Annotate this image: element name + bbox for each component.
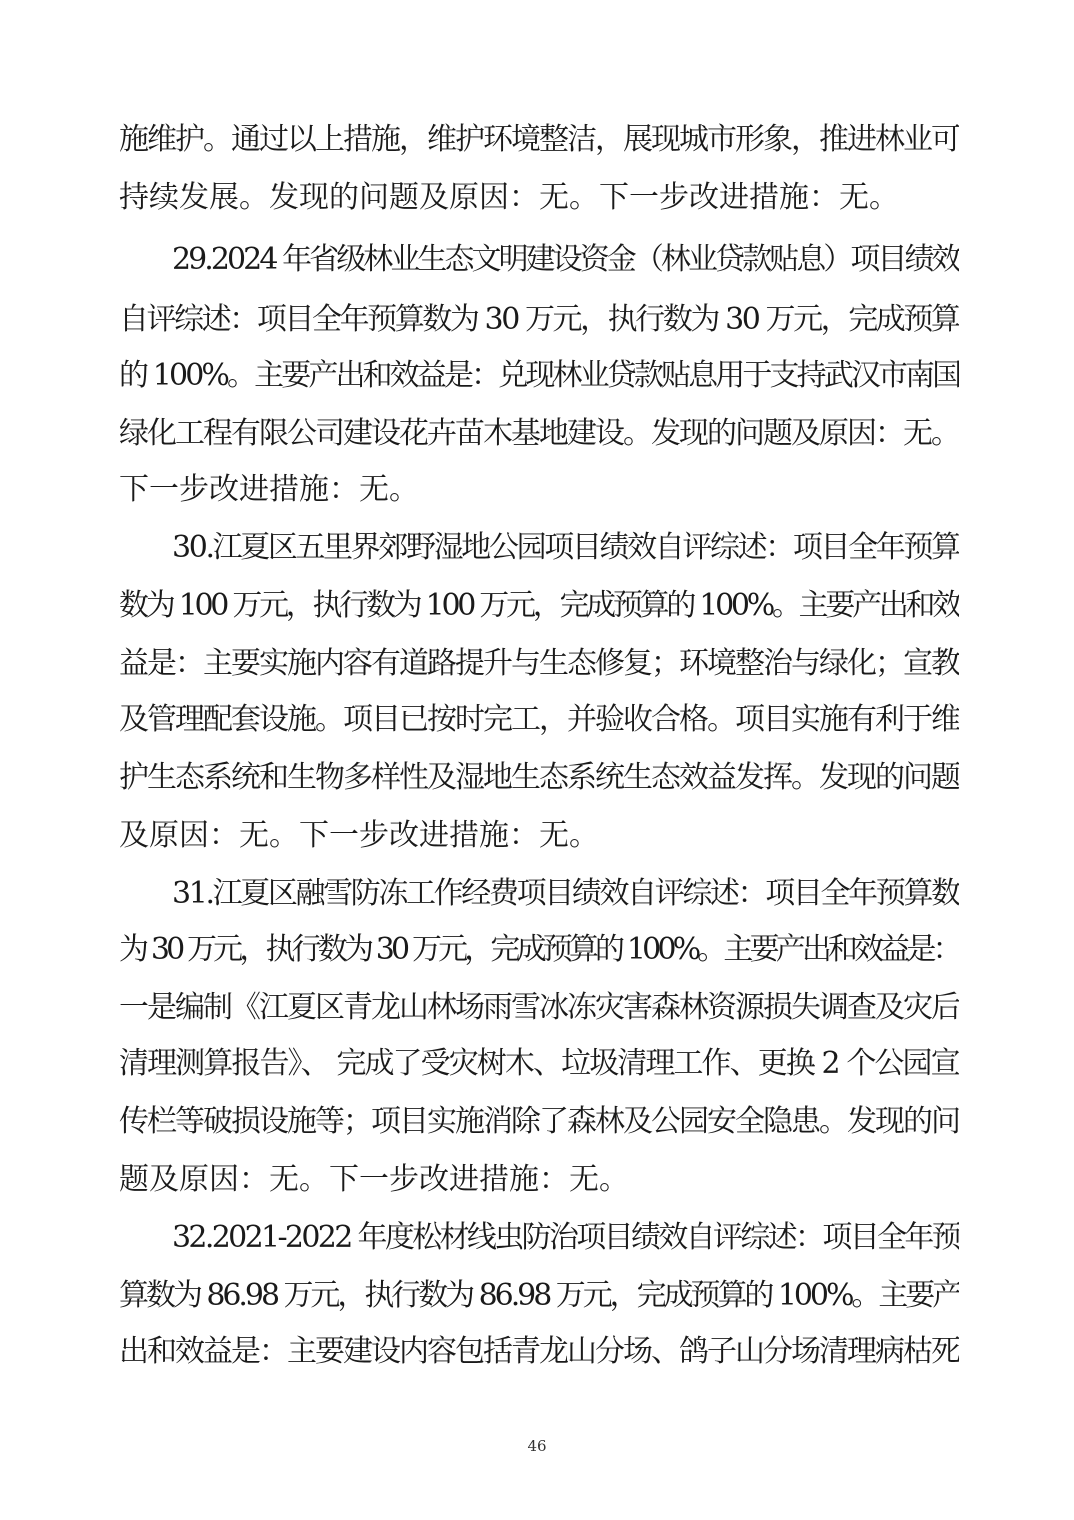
paragraph-29-first-line: 29.2024 年省级林业生态文明建设资金（林业贷款贴息）项目绩效 <box>172 242 959 277</box>
text-line: 一是编制《江夏区青龙山林场雨雪冰冻灾害森林资源损失调查及灾后 <box>119 990 959 1025</box>
text-line: 传栏等破损设施等；项目实施消除了森林及公园安全隐患。发现的问 <box>119 1104 959 1139</box>
page-number: 46 <box>527 1437 547 1455</box>
paragraph-32-first-line: 32.2021-2022 年度松材线虫防治项目绩效自评综述：项目全年预 <box>172 1220 959 1255</box>
text-line: 出和效益是：主要建设内容包括青龙山分场、鸽子山分场清理病枯死 <box>119 1334 959 1369</box>
text-line: 算数为 86.98 万元，执行数为 86.98 万元，完成预算的 100%。主要产 <box>119 1278 959 1313</box>
paragraph-30-first-line: 30.江夏区五里界郊野湿地公园项目绩效自评综述：项目全年预算 <box>172 530 959 565</box>
paragraph-31-first-line: 31.江夏区融雪防冻工作经费项目绩效自评综述：项目全年预算数 <box>172 876 959 911</box>
text-line: 益是：主要实施内容有道路提升与生态修复；环境整治与绿化；宣教 <box>119 646 959 681</box>
text-line: 自评综述：项目全年预算数为 30 万元，执行数为 30 万元，完成预算 <box>119 302 959 337</box>
text-line: 数为 100 万元，执行数为 100 万元，完成预算的 100%。主要产出和效 <box>119 588 959 623</box>
text-line: 清理测算报告》、 完成了受灾树木、垃圾清理工作、更换 2 个公园宣 <box>119 1046 959 1081</box>
text-line: 施维护。通过以上措施，维护环境整洁，展现城市形象，推进林业可 <box>119 122 959 157</box>
text-line: 持续发展。发现的问题及原因：无。下一步改进措施：无。 <box>119 180 899 215</box>
text-line: 题及原因：无。下一步改进措施：无。 <box>119 1162 629 1197</box>
text-line: 护生态系统和生物多样性及湿地生态系统生态效益发挥。发现的问题 <box>119 760 959 795</box>
text-line: 为 30 万元，执行数为 30 万元，完成预算的 100%。主要产出和效益是： <box>119 932 959 967</box>
text-line: 下一步改进措施：无。 <box>119 472 419 507</box>
text-line: 及原因：无。下一步改进措施：无。 <box>119 818 599 853</box>
text-line: 绿化工程有限公司建设花卉苗木基地建设。发现的问题及原因：无。 <box>119 416 959 451</box>
text-line: 及管理配套设施。项目已按时完工，并验收合格。项目实施有利于维 <box>119 702 959 737</box>
text-line: 的 100%。主要产出和效益是：兑现林业贷款贴息用于支持武汉市南国 <box>119 358 959 393</box>
